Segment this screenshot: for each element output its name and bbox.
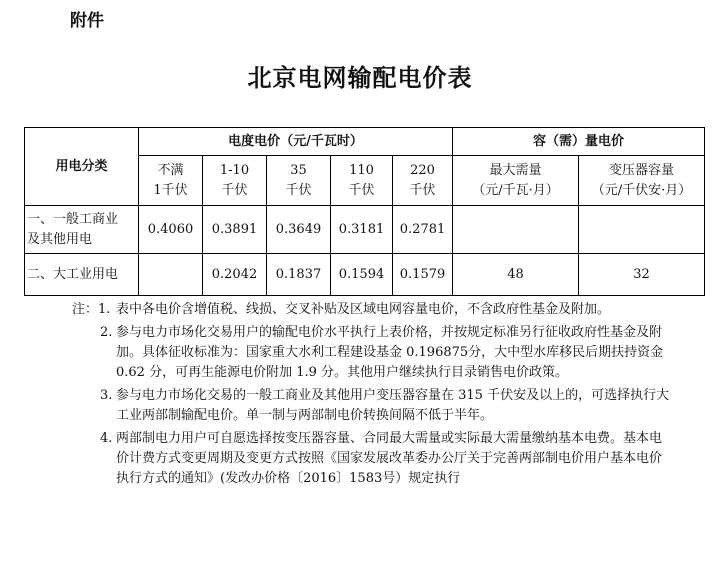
- price-cell: 0.3181: [331, 206, 393, 254]
- note-text: 参与电力市场化交易的一般工商业及其他用户变压器容量在 315 千伏安及以上的，可选择执行大工业两部制输配电价。单一制与两部制电价转换间隔不低于半年。: [116, 388, 670, 423]
- price-cell: [139, 254, 203, 296]
- price-cell: 0.3649: [267, 206, 331, 254]
- note-item: [72, 386, 672, 426]
- attachment-label: 附件: [70, 11, 104, 31]
- voltage-header: 不满 1千伏: [139, 156, 203, 206]
- capacity-price-header: 容（需）量电价: [453, 128, 705, 156]
- note-text: 参与电力市场化交易用户的输配电价水平执行上表价格，并按规定标准另行征收政府性基金及附加。具体征收标准为：国家重大水利工程建设基金 0.196875分，大中型水库移民后期扶持资金 0.62 分，可再生能源电价附加 1.9 分。其他用户继续执行目录销售电价政策。: [116, 325, 664, 380]
- price-cell: 0.3891: [203, 206, 267, 254]
- max-demand-header: 最大需量 （元/千瓦·月）: [453, 156, 579, 206]
- row-label: 二、大工业用电: [25, 254, 139, 296]
- table-row: [25, 254, 705, 296]
- voltage-header: 220 千伏: [393, 156, 453, 206]
- note-item: [72, 323, 672, 383]
- price-cell: 0.1579: [393, 254, 453, 296]
- price-cell: 0.2781: [393, 206, 453, 254]
- table-row: [25, 206, 705, 254]
- category-header: 用电分类: [25, 128, 139, 206]
- energy-price-header: 电度电价（元/千瓦时）: [139, 128, 453, 156]
- notes-section: [72, 300, 672, 492]
- note-item: [72, 300, 672, 320]
- page-title: 北京电网输配电价表: [247, 64, 473, 92]
- note-text: 两部制电力用户可自愿选择按变压器容量、合同最大需量或实际最大需量缴纳基本电费。基本电价计费方式变更周期及变更方式按照《国家发展改革委办公厅关于完善两部制电价用户基本电价执行方式的通知》(发改办价格〔2016〕1583号）规定执行: [116, 431, 663, 486]
- voltage-header: 35 千伏: [267, 156, 331, 206]
- voltage-header: 110 千伏: [331, 156, 393, 206]
- note-number: 2.: [100, 325, 113, 340]
- note-number: 3.: [100, 388, 113, 403]
- note-number: 4.: [100, 431, 113, 446]
- price-cell: 0.2042: [203, 254, 267, 296]
- transformer-capacity-header: 变压器容量 （元/千伏安·月）: [579, 156, 705, 206]
- transformer-capacity-cell: 32: [579, 254, 705, 296]
- row-label: 一、一般工商业 及其他用电: [25, 206, 139, 254]
- note-item: [72, 429, 672, 489]
- voltage-header: 1-10 千伏: [203, 156, 267, 206]
- note-number: 注：1.: [72, 302, 111, 317]
- transformer-capacity-cell: [579, 206, 705, 254]
- note-text: 表中各电价含增值税、线损、交叉补贴及区域电网容量电价，不含政府性基金及附加。: [116, 302, 611, 317]
- price-cell: 0.1837: [267, 254, 331, 296]
- price-cell: 0.1594: [331, 254, 393, 296]
- max-demand-cell: 48: [453, 254, 579, 296]
- price-cell: 0.4060: [139, 206, 203, 254]
- tariff-table: [24, 127, 705, 296]
- max-demand-cell: [453, 206, 579, 254]
